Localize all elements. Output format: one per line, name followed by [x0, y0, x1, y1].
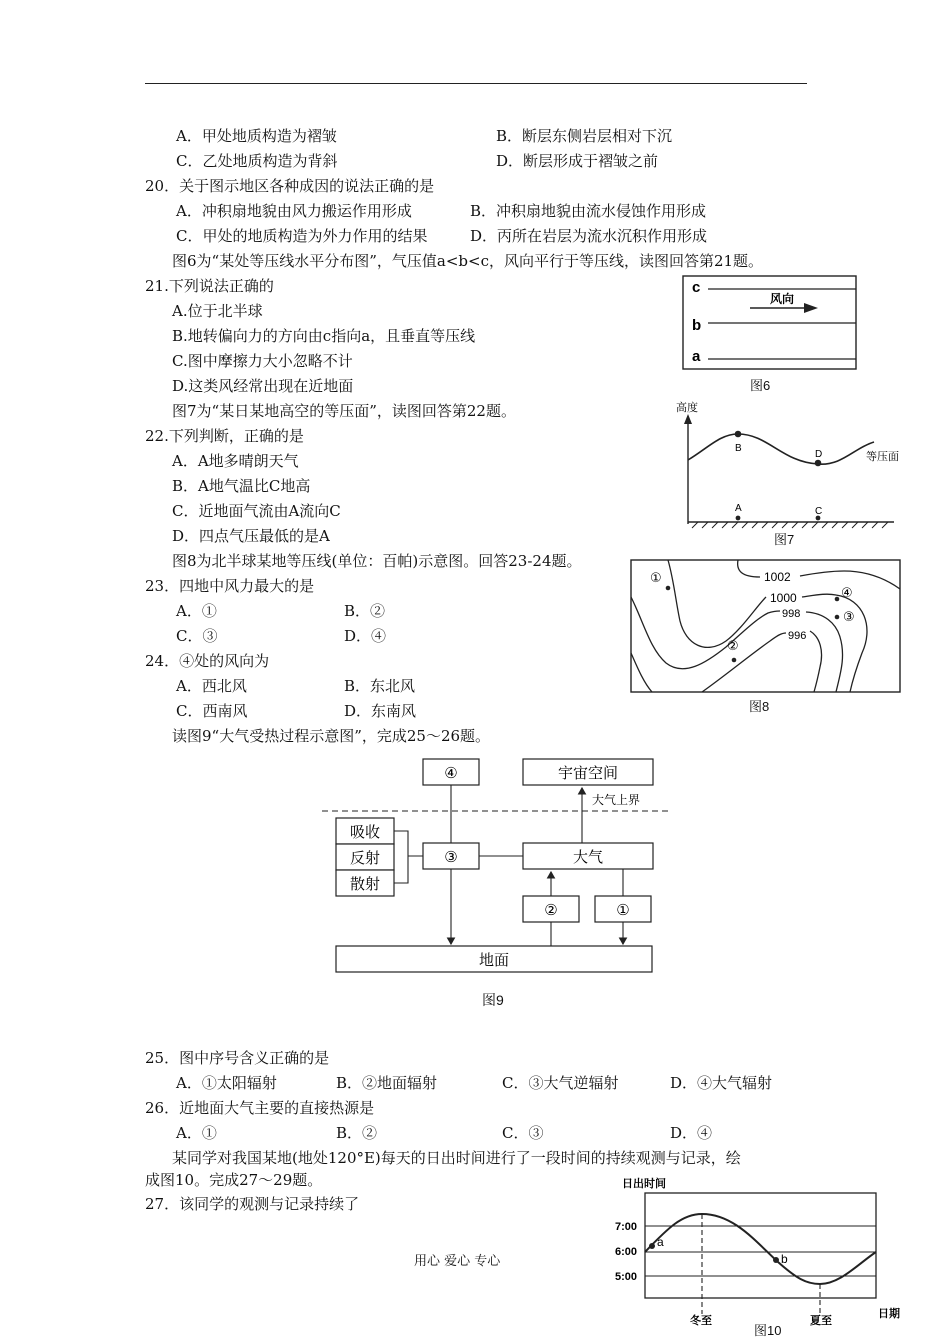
fig7-ground-hatching	[692, 522, 888, 528]
fig8-isobar-998	[631, 597, 780, 669]
q23-option-b: B．②	[344, 602, 386, 620]
q23-option-a: A．①	[176, 602, 217, 620]
fig6-label-a: a	[692, 348, 701, 365]
figure-6-isobar-diagram	[682, 275, 858, 371]
fig9-reflect-label: 反射	[349, 850, 381, 867]
fig8-isobar-998-right	[806, 612, 843, 692]
fig7-point-a	[736, 516, 741, 521]
fig9-atmosphere-label: 大气	[572, 849, 604, 866]
q21-option-b: B.地转偏向力的方向由c指向a，且垂直等压线	[172, 327, 476, 345]
fig8-point-2	[732, 658, 737, 663]
q25-stem: 25．图中序号含义正确的是	[145, 1049, 330, 1067]
intro-q27-line1: 某同学对我国某地(地处120°E)每天的日出时间进行了一段时间的持续观测与记录，绘	[172, 1149, 741, 1167]
q19-option-a: A．甲处地质构造为褶皱	[176, 127, 337, 145]
figure-6-caption: 图6	[750, 378, 771, 393]
q25-option-a: A．①太阳辐射	[176, 1074, 277, 1092]
q24-stem: 24．④处的风向为	[145, 652, 270, 670]
q20-option-c: C．甲处的地质构造为外力作用的结果	[176, 227, 428, 245]
fig9-space-label: 宇宙空间	[557, 765, 619, 782]
fig8-label-point-3: ③	[843, 609, 855, 624]
q24-option-a: A．西北风	[176, 677, 247, 695]
q22-option-a: A．A地多晴朗天气	[172, 452, 299, 470]
fig7-y-arrowhead	[684, 414, 692, 424]
intro-q21: 图6为“某处等压线水平分布图”，气压值a<b<c，风向平行于等压线，读图回答第21题。	[172, 252, 764, 270]
figure-9-atmosphere-heating	[320, 756, 672, 978]
q27-stem: 27．该同学的观测与记录持续了	[145, 1195, 360, 1213]
fig7-label-a: A	[735, 503, 742, 514]
fig10-sunrise-curve	[645, 1214, 876, 1284]
fig7-y-label: 高度	[676, 402, 698, 414]
fig8-isobar-1000-right	[802, 594, 867, 692]
fig10-point-b	[773, 1257, 779, 1263]
fig9-box-3-label: ③	[444, 849, 458, 866]
fig10-tick-5: 5:00	[615, 1271, 638, 1283]
q26-option-d: D．④	[670, 1124, 713, 1142]
fig7-curve-label: 等压面	[866, 451, 899, 463]
q26-option-a: A．①	[176, 1124, 217, 1142]
fig8-isobar-996-right	[810, 631, 822, 692]
fig10-label-winter: 冬至	[690, 1315, 712, 1327]
fig6-label-c: c	[692, 279, 701, 296]
q26-option-c: C．③	[502, 1124, 544, 1142]
fig9-scatter-label: 散射	[349, 876, 381, 893]
q23-option-d: D．④	[344, 627, 387, 645]
q20-option-d: D．丙所在岩层为流水沉积作用形成	[470, 227, 708, 245]
fig10-label-summer: 夏至	[810, 1315, 832, 1327]
fig10-x-label: 日期	[878, 1308, 900, 1320]
fig9-ground-label: 地面	[478, 952, 510, 969]
fig8-isobar-1000	[668, 560, 766, 647]
fig8-isobar-996-mid	[702, 633, 786, 692]
fig9-bracket	[394, 831, 423, 883]
fig10-y-label: 日出时间	[622, 1178, 666, 1190]
q24-option-b: B．东北风	[344, 677, 416, 695]
q22-option-c: C．近地面气流由A流向C	[172, 502, 341, 520]
fig10-point-a	[649, 1243, 655, 1249]
fig7-label-d: D	[815, 449, 823, 460]
figure-7-isobaric-surface	[672, 398, 912, 530]
fig7-label-b: B	[735, 443, 742, 454]
fig10-tick-6: 6:00	[615, 1246, 638, 1258]
intro-q23: 图8为北半球某地等压线(单位：百帕)示意图。回答23-24题。	[172, 552, 582, 570]
q25-option-d: D．④大气辐射	[670, 1074, 773, 1092]
fig7-isobaric-curve	[688, 434, 874, 464]
fig9-box-1-label: ①	[616, 902, 630, 919]
fig8-label-1002: 1002	[764, 570, 791, 584]
fig7-point-d	[815, 460, 822, 467]
figure-10-caption: 图10	[754, 1323, 782, 1338]
fig6-wind-arrowhead	[804, 303, 818, 313]
q24-option-c: C．西南风	[176, 702, 248, 720]
fig8-label-1000: 1000	[770, 591, 797, 605]
q19-option-d: D．断层形成于褶皱之前	[496, 152, 659, 170]
fig8-isobar-1002	[738, 560, 760, 577]
q24-option-d: D．东南风	[344, 702, 417, 720]
q26-option-b: B．②	[336, 1124, 378, 1142]
q22-option-d: D．四点气压最低的是A	[172, 527, 330, 545]
fig8-label-point-1: ①	[650, 570, 662, 585]
fig6-wind-label: 风向	[770, 292, 795, 306]
fig8-label-point-2: ②	[727, 638, 739, 653]
q22-stem: 22.下列判断，正确的是	[145, 427, 304, 445]
fig6-label-b: b	[692, 317, 702, 334]
fig10-label-b: b	[781, 1252, 788, 1266]
fig8-point-1	[666, 586, 671, 591]
q22-option-b: B．A地气温比C地高	[172, 477, 311, 495]
q20-option-a: A．冲积扇地貌由风力搬运作用形成	[176, 202, 412, 220]
fig7-label-c: C	[815, 506, 823, 517]
header-rule	[145, 83, 807, 84]
page-footer: 用心 爱心 专心	[414, 1254, 501, 1269]
figure-9-caption: 图9	[482, 992, 504, 1008]
figure-8-isobar-map	[630, 559, 902, 694]
intro-q27-line2: 成图10。完成27～29题。	[145, 1171, 323, 1189]
q19-option-c: C．乙处地质构造为背斜	[176, 152, 338, 170]
q23-option-c: C．③	[176, 627, 218, 645]
q23-stem: 23．四地中风力最大的是	[145, 577, 315, 595]
q21-option-d: D.这类风经常出现在近地面	[172, 377, 354, 395]
fig10-label-a: a	[657, 1235, 664, 1249]
fig8-point-3	[835, 615, 840, 620]
q25-option-b: B．②地面辐射	[336, 1074, 438, 1092]
fig7-point-b	[735, 431, 742, 438]
q21-stem: 21.下列说法正确的	[145, 277, 274, 295]
q25-option-c: C．③大气逆辐射	[502, 1074, 619, 1092]
figure-10-sunrise-chart	[610, 1176, 910, 1336]
fig10-tick-7: 7:00	[615, 1221, 638, 1233]
fig9-top-of-atmosphere-label: 大气上界	[592, 793, 641, 807]
q26-stem: 26．近地面大气主要的直接热源是	[145, 1099, 375, 1117]
q21-option-a: A.位于北半球	[172, 302, 263, 320]
intro-q22: 图7为“某日某地高空的等压面”，读图回答第22题。	[172, 402, 516, 420]
q20-option-b: B．冲积扇地貌由流水侵蚀作用形成	[470, 202, 707, 220]
figure-8-caption: 图8	[749, 699, 770, 714]
fig8-label-996: 996	[788, 630, 807, 642]
fig8-label-point-4: ④	[841, 585, 853, 600]
fig9-box-4-label: ④	[444, 765, 458, 782]
fig9-absorb-label: 吸收	[349, 824, 381, 841]
q20-stem: 20．关于图示地区各种成因的说法正确的是	[145, 177, 435, 195]
intro-q25: 读图9“大气受热过程示意图”，完成25～26题。	[172, 727, 491, 745]
fig8-point-4	[835, 597, 840, 602]
q21-option-c: C.图中摩擦力大小忽略不计	[172, 352, 353, 370]
fig8-label-998: 998	[782, 608, 801, 620]
q19-option-b: B．断层东侧岩层相对下沉	[496, 127, 673, 145]
fig8-isobar-996	[631, 653, 652, 692]
fig9-box-2-label: ②	[544, 902, 558, 919]
figure-7-caption: 图7	[774, 532, 795, 547]
